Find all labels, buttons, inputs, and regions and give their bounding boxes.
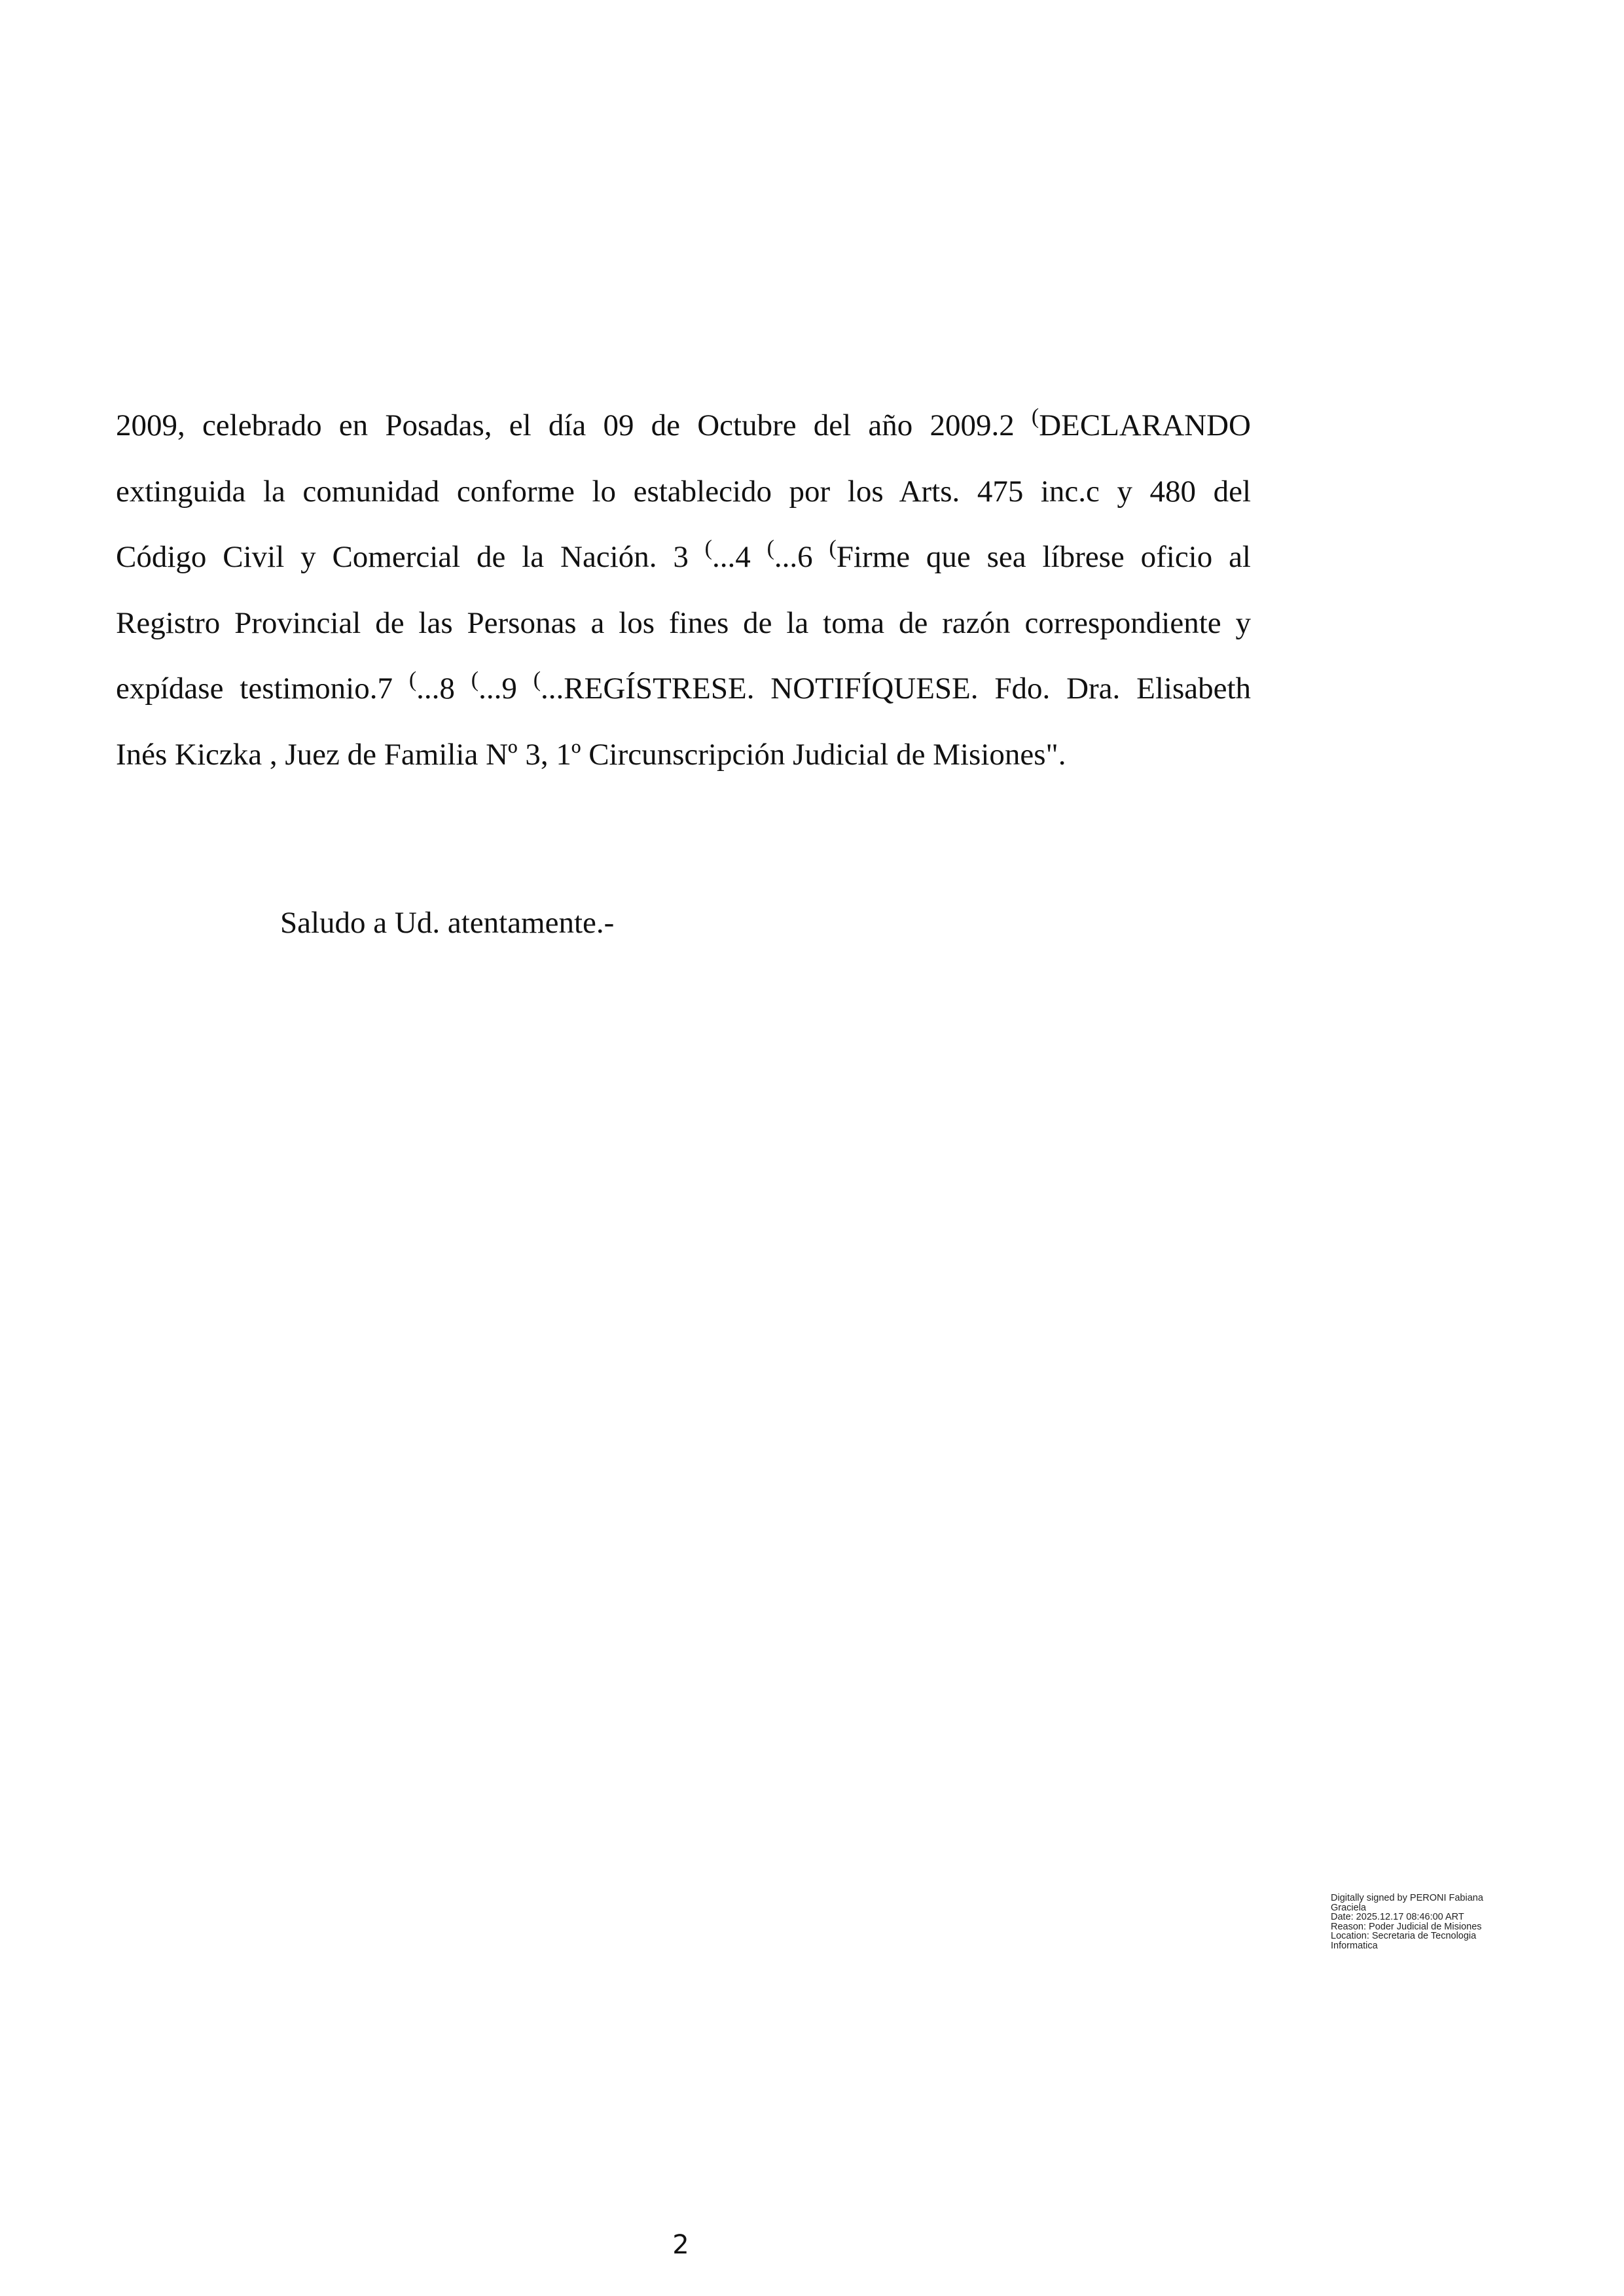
body-line-5: expídase testimonio.7 (...8 (...9 (...REGÍSTRESE. NOTIFÍQUESE. Fdo. Dra. Elisabeth	[116, 668, 1252, 706]
body-line-6: Inés Kiczka , Juez de Familia Nº 3, 1º Circunscripción Judicial de Misiones".	[116, 737, 1066, 772]
bracket-marker: (	[533, 668, 541, 692]
document-body	[116, 393, 1251, 787]
page-number: 2	[672, 2230, 689, 2260]
signature-line: Graciela	[1331, 1902, 1366, 1913]
body-line-4: Registro Provincial de las Personas a los fines de la toma de razón correspondiente y	[116, 605, 1251, 640]
body-line-3: Código Civil y Comercial de la Nación. 3 (...4 (...6 (Firme que sea líbrese oficio al	[116, 536, 1251, 574]
closing-salutation: Saludo a Ud. atentamente.-	[280, 906, 615, 940]
digital-signature-block	[1331, 1893, 1521, 1950]
signature-location: Location: Secretaria de Tecnologia	[1331, 1931, 1477, 1941]
body-line-1: 2009, celebrado en Posadas, el día 09 de Octubre del año 2009.2 (DECLARANDO	[116, 404, 1251, 442]
bracket-marker: (	[829, 536, 837, 560]
bracket-marker: (	[1031, 404, 1039, 429]
bracket-marker: (	[704, 536, 712, 560]
bracket-marker: (	[471, 668, 479, 692]
signature-line: Informatica	[1331, 1940, 1378, 1951]
signature-line: Digitally signed by PERONI Fabiana	[1331, 1893, 1483, 1903]
signature-date: Date: 2025.12.17 08:46:00 ART	[1331, 1912, 1464, 1922]
signature-reason: Reason: Poder Judicial de Misiones	[1331, 1921, 1482, 1932]
bracket-marker: (	[408, 668, 417, 692]
bracket-marker: (	[767, 536, 774, 560]
body-line-2: extinguida la comunidad conforme lo establecido por los Arts. 475 inc.c y 480 del	[116, 474, 1251, 509]
